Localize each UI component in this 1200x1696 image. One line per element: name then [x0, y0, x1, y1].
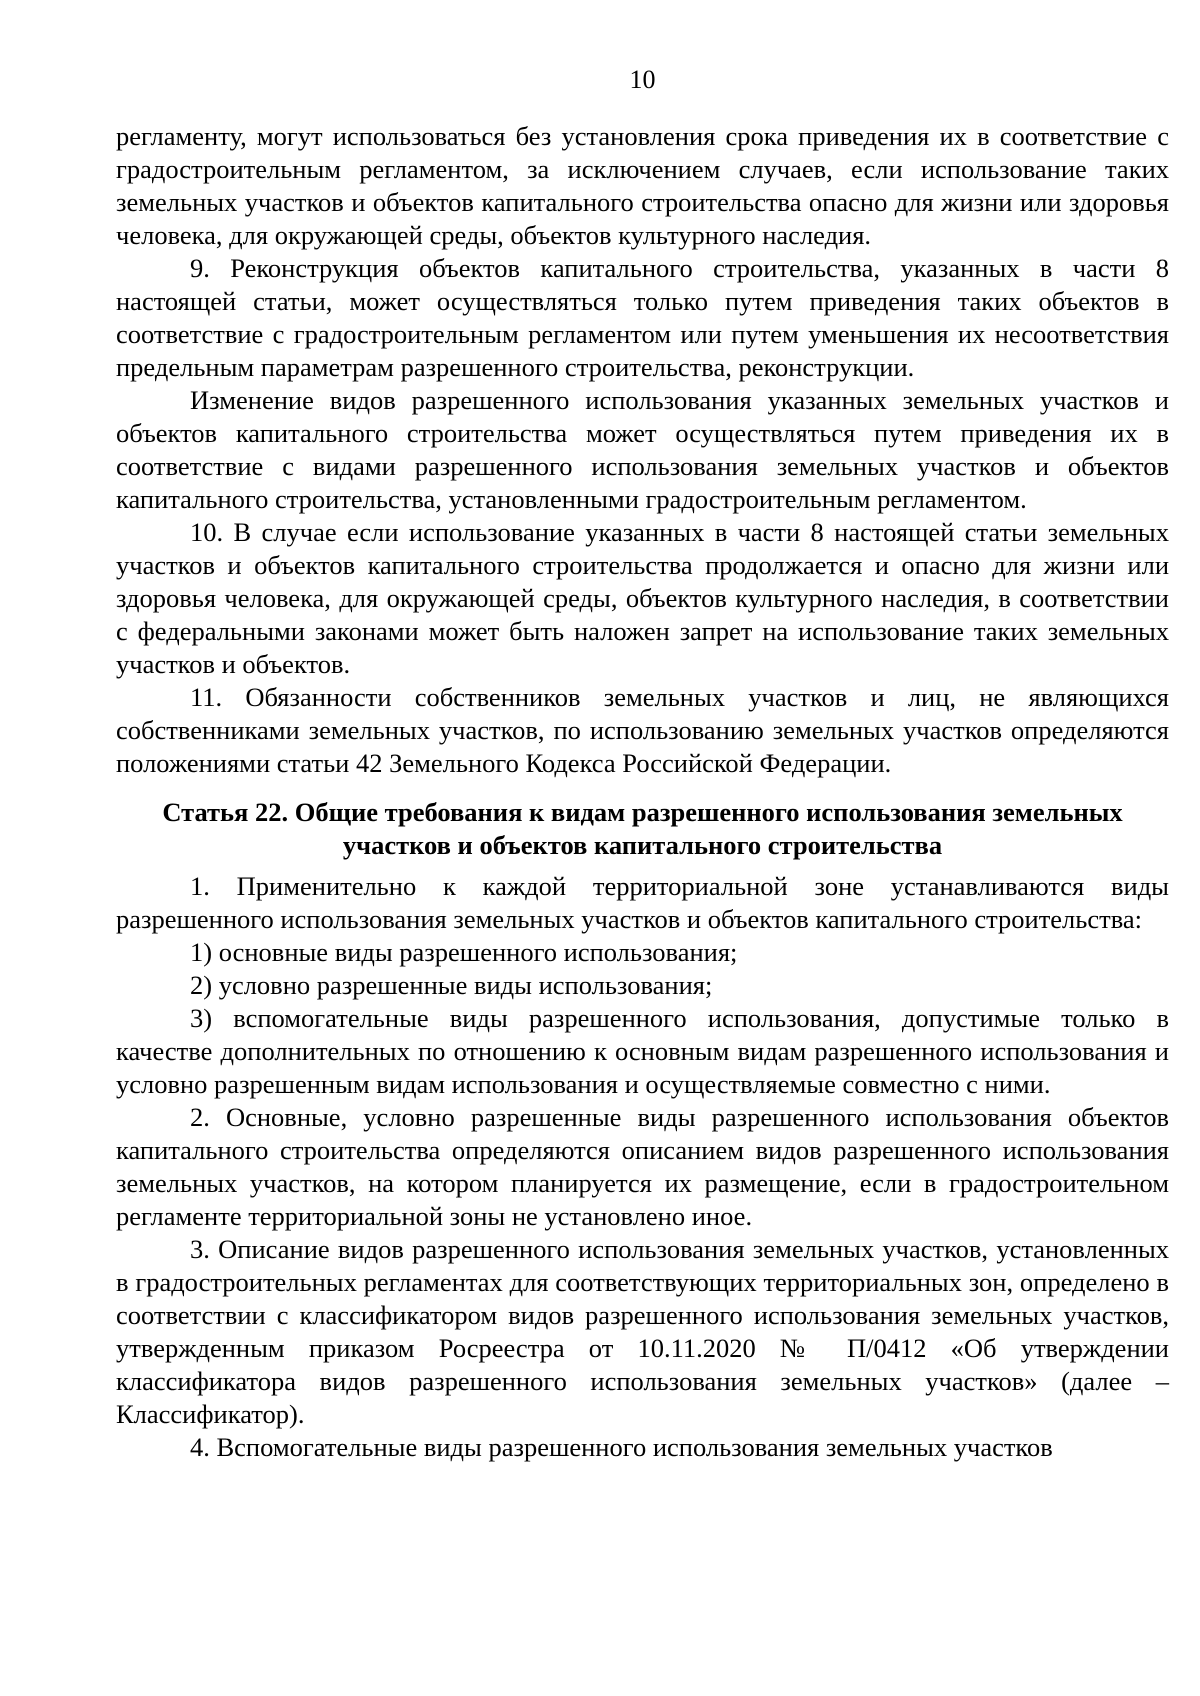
article-paragraph-1: 1. Применительно к каждой территориальной зоне устанавливаются виды разрешенного использования земельных участков и объектов капитального строительства:: [116, 871, 1169, 934]
article-paragraph-2: 2. Основные, условно разрешенные виды разрешенного использования объектов капитального строительства определяются описанием видов разрешенного использования земельных участков, на котором планируется их размещение, если в градостроительном регламенте территориальной зоны не установлено иное.: [116, 1102, 1169, 1231]
paragraph-9: 9. Реконструкция объектов капитального строительства, указанных в части 8 настоящей статьи, может осуществляться только путем приведения таких объектов в соответствие с градостроительным регламентом или путем уменьшения их несоответствия предельным параметрам разрешенного строительства, реконструкции.: [116, 253, 1169, 382]
list-item-2: 2) условно разрешенные виды использования;: [190, 970, 713, 1000]
article-22-heading: [116, 796, 1169, 862]
paragraph-9-change: Изменение видов разрешенного использования указанных земельных участков и объектов капитального строительства может осуществляться путем приведения их в соответствие с видами разрешенного использования земельных участков и объектов капитального строительства, установленными градостроительным регламентом.: [116, 385, 1169, 514]
list-item-3: 3) вспомогательные виды разрешенного использования, допустимые только в качестве дополнительных по отношению к основным видам разрешенного использования и условно разрешенным видам использования и осуществляемые совместно с ними.: [116, 1003, 1169, 1099]
paragraph-continuation: регламенту, могут использоваться без установления срока приведения их в соответствие с градостроительным регламентом, за исключением случаев, если использование таких земельных участков и объектов капитального строительства опасно для жизни или здоровья человека, для окружающей среды, объектов культурного наследия.: [116, 121, 1169, 250]
article-paragraph-3: 3. Описание видов разрешенного использования земельных участков, установленных в градостроительных регламентах для соответствующих территориальных зон, определено в соответствии с классификатором видов разрешенного использования земельных участков, утвержденным приказом Росреестра от 10.11.2020 № П/0412 «Об утверждении классификатора видов разрешенного использования земельных участков» (далее – Классификатор).: [116, 1234, 1169, 1429]
page-number: 10: [629, 65, 656, 94]
paragraph-10: 10. В случае если использование указанных в части 8 настоящей статьи земельных участков и объектов капитального строительства продолжается и опасно для жизни или здоровья человека, для окружающей среды, объектов культурного наследия, в соответствии с федеральными законами может быть наложен запрет на использование таких земельных участков и объектов.: [116, 517, 1169, 679]
article-paragraph-4: 4. Вспомогательные виды разрешенного использования земельных участков: [190, 1432, 1053, 1462]
article-heading-line-2: участков и объектов капитального строительства: [342, 830, 943, 860]
paragraph-11: 11. Обязанности собственников земельных участков и лиц, не являющихся собственниками земельных участков, по использованию земельных участков определяются положениями статьи 42 Земельного Кодекса Российской Федерации.: [116, 682, 1169, 778]
list-item-1: 1) основные виды разрешенного использования;: [190, 937, 738, 967]
document-page: [116, 66, 1169, 1464]
article-heading-line-1: Статья 22. Общие требования к видам разрешенного использования земельных: [162, 797, 1123, 827]
